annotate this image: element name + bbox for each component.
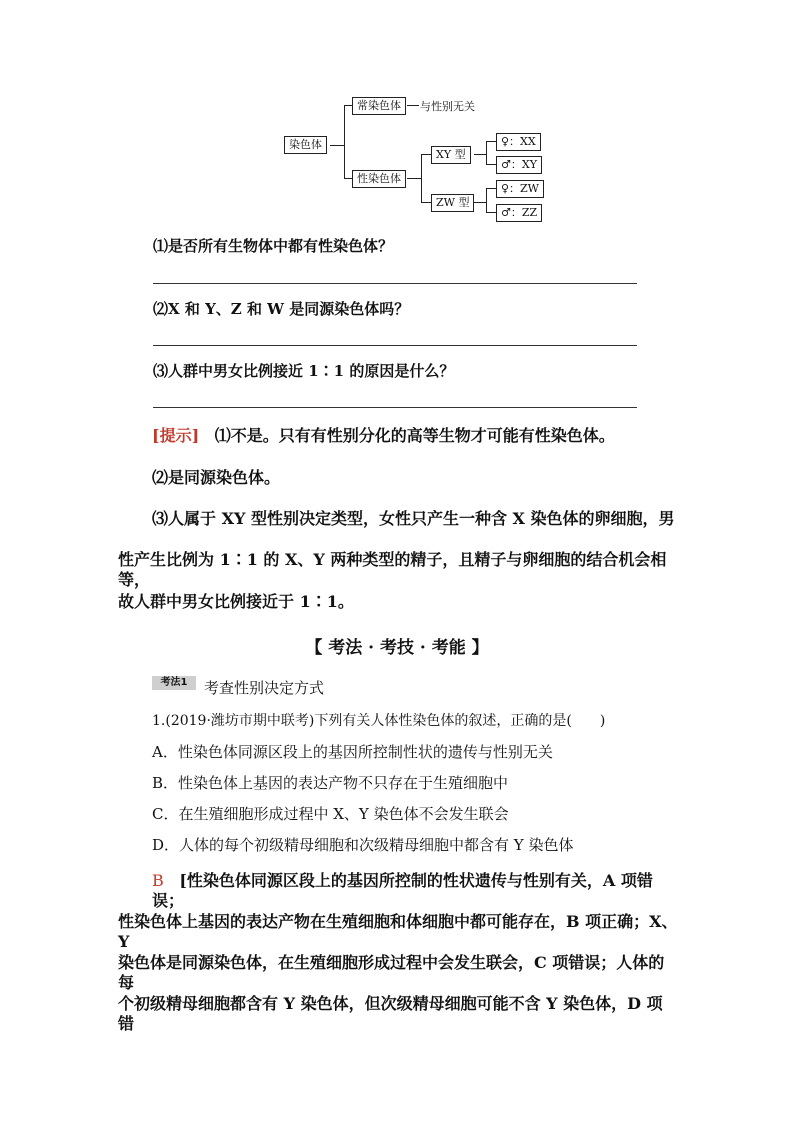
connector: [486, 188, 487, 213]
hint-line-1: [152, 426, 712, 446]
question-2: ⑵X 和 Y、Z 和 W 是同源染色体吗？: [153, 300, 410, 318]
option-a: A．性染色体同源区段上的基因所控制性状的遗传与性别无关: [152, 743, 553, 761]
answer-line: [153, 283, 637, 284]
connector: [486, 188, 496, 189]
connector: [486, 141, 496, 142]
hint-line-3a: ⑶人属于 XY 型性别决定类型，女性只产生一种含 X 染色体的卵细胞，男: [152, 509, 675, 528]
question-3: ⑶人群中男女比例接近 1∶1 的原因是什么？: [153, 362, 455, 380]
hint-line-3b: 性产生比例为 1∶1 的 X、Y 两种类型的精子，且精子与卵细胞的结合机会相等，: [118, 550, 667, 589]
question-1: ⑴是否所有生物体中都有性染色体？: [153, 237, 394, 255]
xy-male-box: ♂：XY: [496, 156, 542, 174]
section-title: 【 考法 · 考技 · 考能 】: [305, 638, 489, 658]
connector: [486, 212, 496, 213]
connector: [486, 141, 487, 165]
option-c: C．在生殖细胞形成过程中 X、Y 染色体不会发生联会: [152, 805, 509, 823]
answer-line: [153, 345, 637, 346]
method-title: 考查性别决定方式: [204, 679, 325, 697]
explanation-line-2: 性染色体上基因的表达产物在生殖细胞和体细胞中都可能存在，B 项正确；X、Y: [118, 912, 678, 951]
method-badge: 考法1: [152, 676, 196, 690]
connector: [407, 105, 419, 106]
zw-female-box: ♀：ZW: [496, 180, 544, 198]
explanation-line-4: 个初级精母细胞都含有 Y 染色体，但次级精母细胞可能不含 Y 染色体，D 项错: [118, 994, 663, 1033]
autosome-box: 常染色体: [352, 97, 406, 115]
option-b: B．性染色体上基因的表达产物不只存在于生殖细胞中: [152, 774, 509, 792]
connector: [330, 145, 344, 146]
connector: [344, 178, 352, 179]
xy-female-box: ♀：XX: [496, 133, 541, 151]
hint-line-2: ⑵是同源染色体。: [152, 468, 281, 487]
explanation-line-3: 染色体是同源染色体，在生殖细胞形成过程中会发生联会，C 项错误；人体的每: [118, 953, 665, 992]
connector: [407, 178, 421, 179]
chromosome-classification-diagram: [280, 94, 550, 224]
explanation-text-1: [性染色体同源区段上的基因所控制的性状遗传与性别有关，A 项错误；: [152, 871, 653, 910]
zw-male-box: ♂：ZZ: [496, 204, 542, 222]
connector: [344, 105, 345, 179]
explanation-line-1: [152, 871, 682, 911]
hint-text-1: ⑴不是。只有有性别分化的高等生物才可能有性染色体。: [214, 426, 615, 445]
zw-type-box: ZW 型: [431, 194, 474, 212]
diagram-root-box: 染色体: [284, 136, 327, 154]
option-d: D．人体的每个初级精母细胞和次级精母细胞中都含有 Y 染色体: [152, 836, 574, 854]
sex-chromosome-box: 性染色体: [352, 170, 406, 188]
hint-tag: [提示]: [152, 426, 200, 445]
connector: [486, 164, 496, 165]
problem-stem: 1.(2019·潍坊市期中联考)下列有关人体性染色体的叙述，正确的是( ): [152, 713, 606, 729]
autosome-note: 与性别无关: [420, 100, 475, 113]
connector: [421, 202, 431, 203]
connector: [344, 105, 352, 106]
connector: [421, 154, 422, 202]
answer-line: [153, 407, 637, 408]
hint-line-3c: 故人群中男女比例接近于 1∶1。: [118, 592, 354, 611]
connector: [421, 154, 431, 155]
answer-letter: B: [152, 871, 164, 890]
connector: [474, 202, 486, 203]
xy-type-box: XY 型: [431, 146, 471, 164]
connector: [474, 154, 486, 155]
